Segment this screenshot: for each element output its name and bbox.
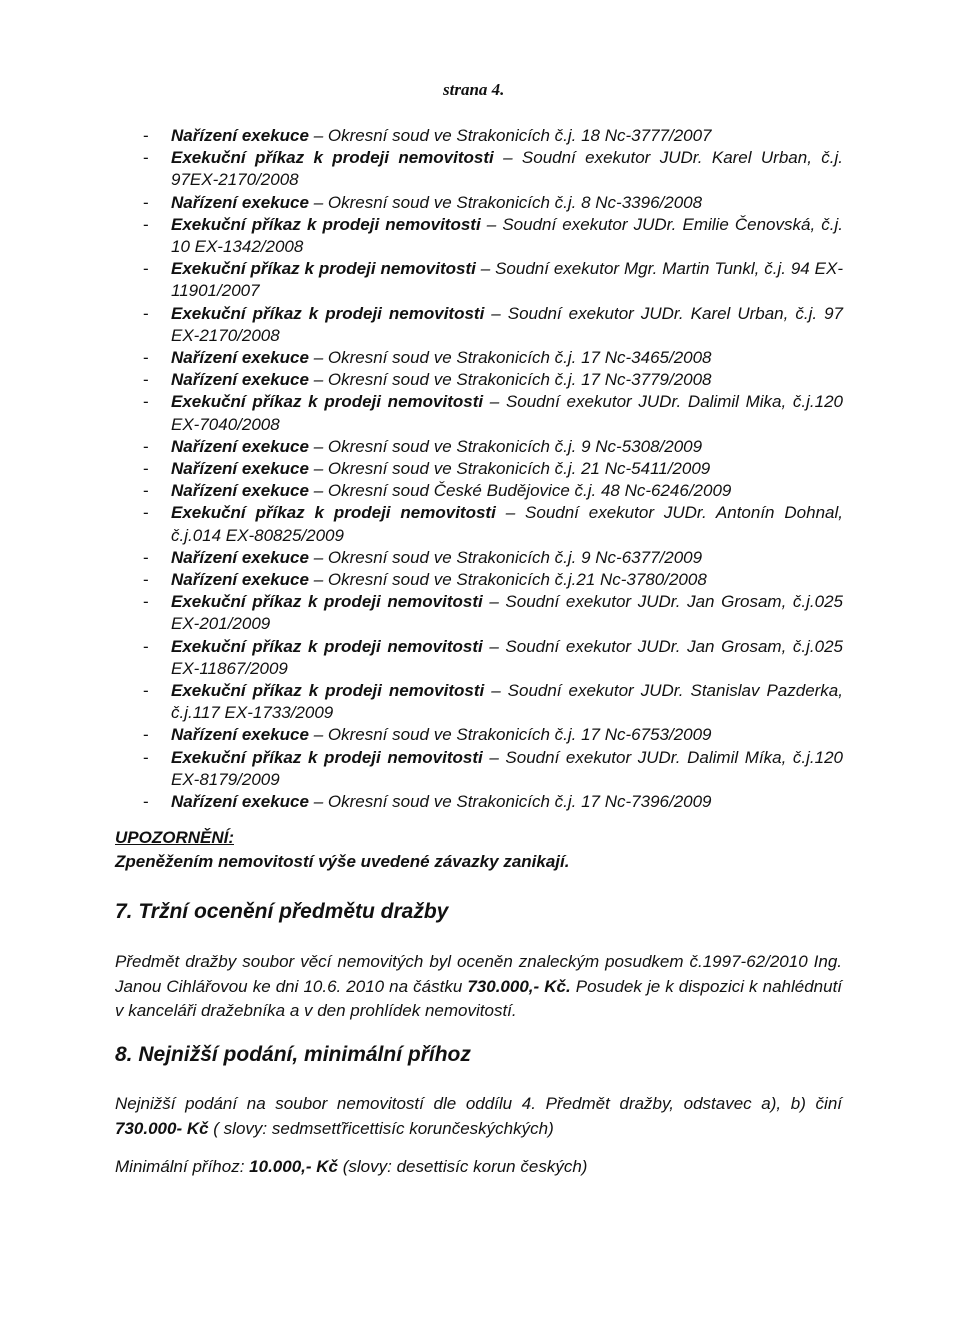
list-item-detail: – Okresní soud ve Strakonicích č.j. 17 Nc-7396/2009	[308, 792, 712, 812]
list-item-type: Exekuční příkaz k prodeji nemovitosti	[171, 592, 483, 612]
list-item	[143, 303, 843, 347]
list-item	[143, 192, 843, 214]
list-item-detail: – Okresní soud ve Strakonicích č.j. 17 Nc-6753/2009	[308, 725, 712, 745]
section-7-heading: 7. Tržní ocenění předmětu dražby	[115, 900, 449, 923]
list-item-detail: – Okresní soud ve Strakonicích č.j. 18 Nc-3777/2007	[308, 126, 712, 145]
list-item-detail: – Soudní exekutor JUDr. Jan Grosam, č.j.025 EX-11867/2009	[171, 636, 843, 678]
list-item-detail: – Okresní soud ve Strakonicích č.j. 17 Nc-3779/2008	[308, 370, 712, 390]
list-item-type: Nařízení exekuce	[171, 570, 309, 590]
list-item-detail: – Okresní soud ve Strakonicích č.j. 9 Nc-6377/2009	[308, 547, 703, 567]
list-item-type: Exekuční příkaz k prodeji nemovitosti	[171, 303, 485, 323]
section-8-paragraph-1	[115, 1092, 842, 1141]
list-item-type: Exekuční příkaz k prodeji nemovitosti	[171, 148, 494, 168]
list-item-detail: – Okresní soud ve Strakonicích č.j. 21 Nc-5411/2009	[308, 459, 711, 479]
list-item	[143, 724, 843, 746]
list-item-type: Nařízení exekuce	[171, 126, 309, 145]
list-item	[143, 458, 843, 480]
list-item-type: Nařízení exekuce	[171, 436, 309, 456]
list-item-type: Nařízení exekuce	[171, 547, 309, 567]
section-8-p2-text-2: (slovy: desettisíc korun českých)	[338, 1157, 588, 1176]
list-item	[143, 502, 843, 546]
list-item	[143, 125, 843, 147]
list-item-type: Exekuční příkaz k prodeji nemovitosti	[171, 681, 485, 701]
warning-heading: UPOZORNĚNÍ:	[115, 828, 234, 847]
warning-text: Zpeněžením nemovitostí výše uvedené závazky zanikají.	[115, 852, 570, 871]
list-item	[143, 747, 843, 791]
list-item-detail: – Soudní exekutor JUDr. Dalimil Mika, č.j.120 EX-7040/2008	[171, 392, 844, 434]
encumbrance-list	[143, 125, 843, 813]
list-item-type: Nařízení exekuce	[171, 481, 309, 501]
list-item-type: Exekuční příkaz k prodeji nemovitosti	[171, 392, 484, 412]
list-item-type: Nařízení exekuce	[171, 459, 309, 479]
list-item-type: Exekuční příkaz k prodeji nemovitosti	[171, 636, 483, 656]
list-item	[143, 369, 843, 391]
list-item-detail: – Soudní exekutor JUDr. Karel Urban, č.j. 97 EX-2170/2008	[171, 303, 843, 345]
list-item-detail: – Okresní soud České Budějovice č.j. 48 Nc-6246/2009	[308, 481, 732, 501]
list-item-detail: – Soudní exekutor JUDr. Jan Grosam, č.j.025 EX-201/2009	[171, 592, 843, 634]
list-item-detail: – Okresní soud ve Strakonicích č.j.21 Nc-3780/2008	[308, 570, 707, 590]
section-8-p1-text-1: Nejnižší podání na soubor nemovitostí dle oddílu 4. Předmět dražby, odstavec a), b) činí	[115, 1094, 842, 1113]
section-8-p2-text-1: Minimální příhoz:	[115, 1157, 250, 1176]
list-item-detail: – Soudní exekutor JUDr. Dalimil Míka, č.j.120 EX-8179/2009	[171, 747, 844, 789]
list-item-type: Nařízení exekuce	[171, 348, 309, 368]
list-item-type: Nařízení exekuce	[171, 192, 309, 212]
list-item	[143, 147, 843, 191]
list-item	[143, 436, 843, 458]
section-8-p1-amount: 730.000- Kč	[115, 1118, 209, 1138]
section-7-paragraph	[115, 950, 842, 1024]
section-7-text-2: Posudek je k dispozici k nahlédnutí v kanceláři dražebníka a v den prohlídek nemovitostí.	[115, 976, 843, 1020]
list-item-type: Nařízení exekuce	[171, 370, 309, 390]
section-7-text-1: Předmět dražby soubor věcí nemovitých byl oceněn znaleckým posudkem č.1997-62/2010 Ing. Janou Cihlářovou ke dni 10.6. 2010 na částku	[115, 952, 842, 996]
list-item	[143, 391, 843, 435]
list-item	[143, 214, 843, 258]
section-8-p1-text-2: ( slovy: sedmsetťřicettisíc korunčeskýchkých)	[208, 1118, 554, 1138]
list-item-detail: – Soudní exekutor Mgr. Martin Tunkl, č.j. 94 EX-11901/2007	[171, 259, 843, 301]
list-item-type: Exekuční příkaz k prodeji nemovitosti	[171, 259, 476, 279]
list-item	[143, 480, 843, 502]
list-item-detail: – Soudní exekutor JUDr. Karel Urban, č.j. 97EX-2170/2008	[171, 148, 843, 190]
list-item	[143, 636, 843, 680]
warning-block	[115, 826, 855, 874]
list-item-detail: – Soudní exekutor JUDr. Antonín Dohnal, č.j.014 EX-80825/2009	[171, 503, 843, 545]
list-item-detail: – Soudní exekutor JUDr. Stanislav Pazderka, č.j.117 EX-1733/2009	[171, 681, 843, 723]
list-item	[143, 569, 843, 591]
list-item-detail: – Okresní soud ve Strakonicích č.j. 17 Nc-3465/2008	[308, 348, 712, 368]
list-item-type: Nařízení exekuce	[171, 792, 309, 812]
list-item-type: Nařízení exekuce	[171, 725, 309, 745]
list-item-type: Exekuční příkaz k prodeji nemovitosti	[171, 214, 481, 234]
section-7-amount: 730.000,- Kč.	[467, 976, 571, 996]
section-8-heading: 8. Nejnižší podání, minimální příhoz	[115, 1043, 471, 1066]
section-8-p2-amount: 10.000,- Kč	[249, 1157, 339, 1176]
list-item	[143, 258, 843, 302]
list-item	[143, 591, 843, 635]
list-item-type: Exekuční příkaz k prodeji nemovitosti	[171, 503, 496, 523]
list-item	[143, 680, 843, 724]
list-item	[143, 347, 843, 369]
list-item	[143, 547, 843, 569]
page-number: strana 4.	[443, 80, 505, 99]
list-item-type: Exekuční příkaz k prodeji nemovitosti	[171, 747, 483, 767]
list-item-detail: – Okresní soud ve Strakonicích č.j. 8 Nc-3396/2008	[308, 192, 703, 212]
list-item	[143, 791, 843, 813]
list-item-detail: – Soudní exekutor JUDr. Emilie Čenovská, č.j. 10 EX-1342/2008	[171, 214, 844, 257]
list-item-detail: – Okresní soud ve Strakonicích č.j. 9 Nc-5308/2009	[308, 436, 703, 456]
section-8-paragraph-2	[115, 1155, 842, 1180]
